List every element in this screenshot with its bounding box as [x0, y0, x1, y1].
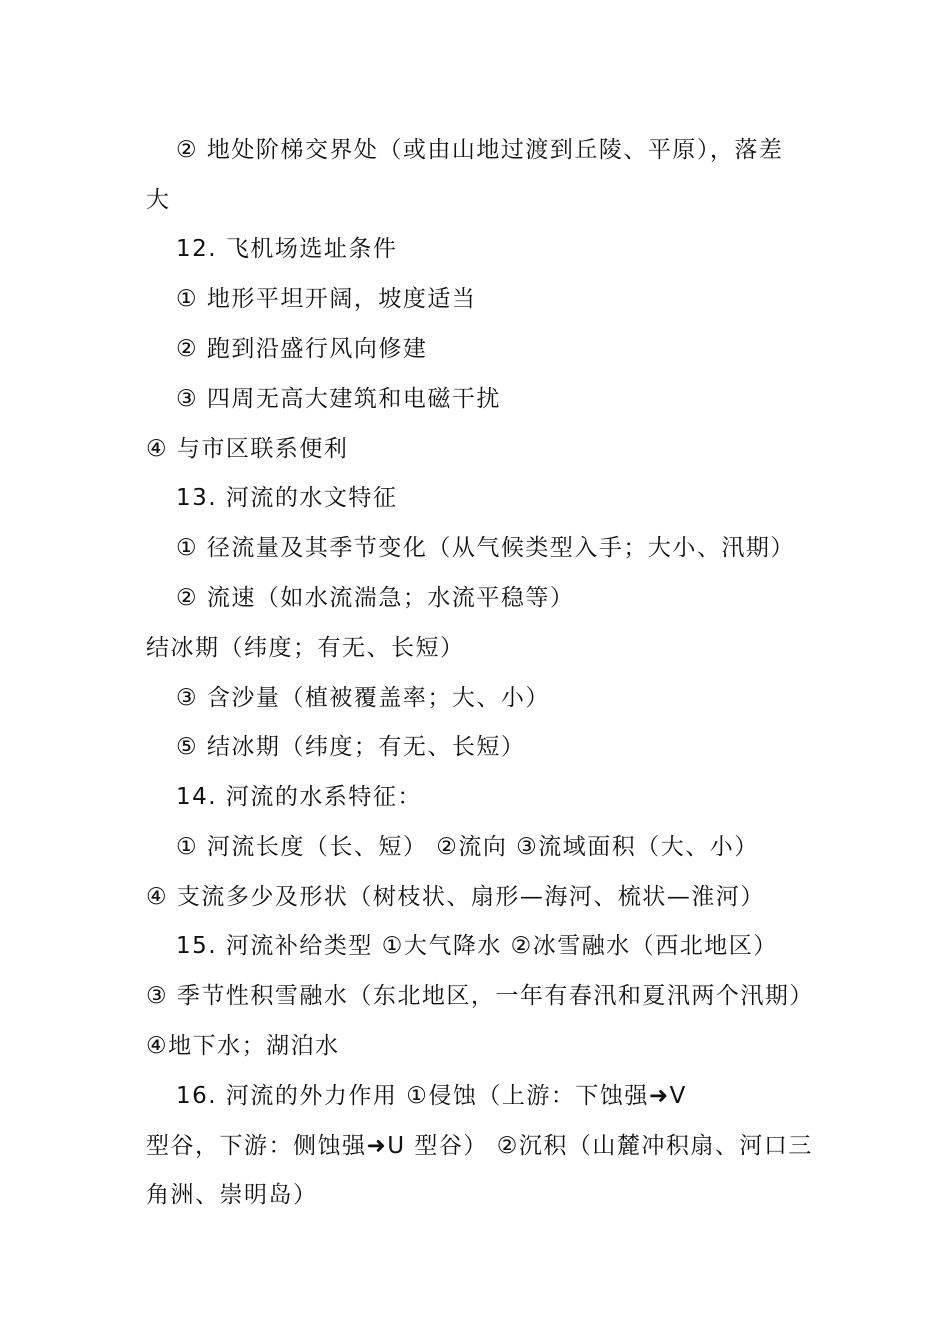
text-line: ② 流速（如水流湍急；水流平稳等）: [176, 585, 575, 611]
text-line: ① 径流量及其季节变化（从气候类型入手；大小、汛期）: [176, 535, 795, 561]
text-line: 型谷，下游：侧蚀强➜U 型谷） ②沉积（山麓冲积扇、河口三: [146, 1133, 813, 1159]
section-heading: 12. 飞机场选址条件: [176, 236, 398, 262]
text-line: ③ 含沙量（植被覆盖率；大、小）: [176, 685, 550, 711]
text-line: ③ 季节性积雪融水（东北地区，一年有春汛和夏汛两个汛期）: [146, 983, 814, 1009]
text-line: ① 地形平坦开阔，坡度适当: [176, 286, 477, 312]
text-line: ③ 四周无高大建筑和电磁干扰: [176, 386, 501, 412]
text-line: 角洲、崇明岛）: [146, 1182, 318, 1208]
text-line: ④ 支流多少及形状（树枝状、扇形—海河、梳状—淮河）: [146, 884, 765, 910]
text-line: ① 河流长度（长、短） ②流向 ③流域面积（大、小）: [176, 834, 759, 860]
section-heading: 13. 河流的水文特征: [176, 485, 398, 511]
text-line: 结冰期（纬度；有无、长短）: [146, 635, 465, 661]
text-line: ⑤ 结冰期（纬度；有无、长短）: [176, 734, 526, 760]
text-line: ④ 与市区联系便利: [146, 436, 349, 462]
text-line: ② 跑到沿盛行风向修建: [176, 336, 428, 362]
section-heading: 16. 河流的外力作用 ①侵蚀（上游：下蚀强➜V: [176, 1083, 687, 1109]
text-line: 大: [146, 187, 171, 213]
text-line: ② 地处阶梯交界处（或由山地过渡到丘陵、平原），落差: [176, 137, 784, 163]
section-heading: 14. 河流的水系特征：: [176, 784, 422, 810]
section-heading: 15. 河流补给类型 ①大气降水 ②冰雪融水（西北地区）: [176, 933, 778, 959]
text-line: ④地下水；湖泊水: [146, 1033, 340, 1059]
